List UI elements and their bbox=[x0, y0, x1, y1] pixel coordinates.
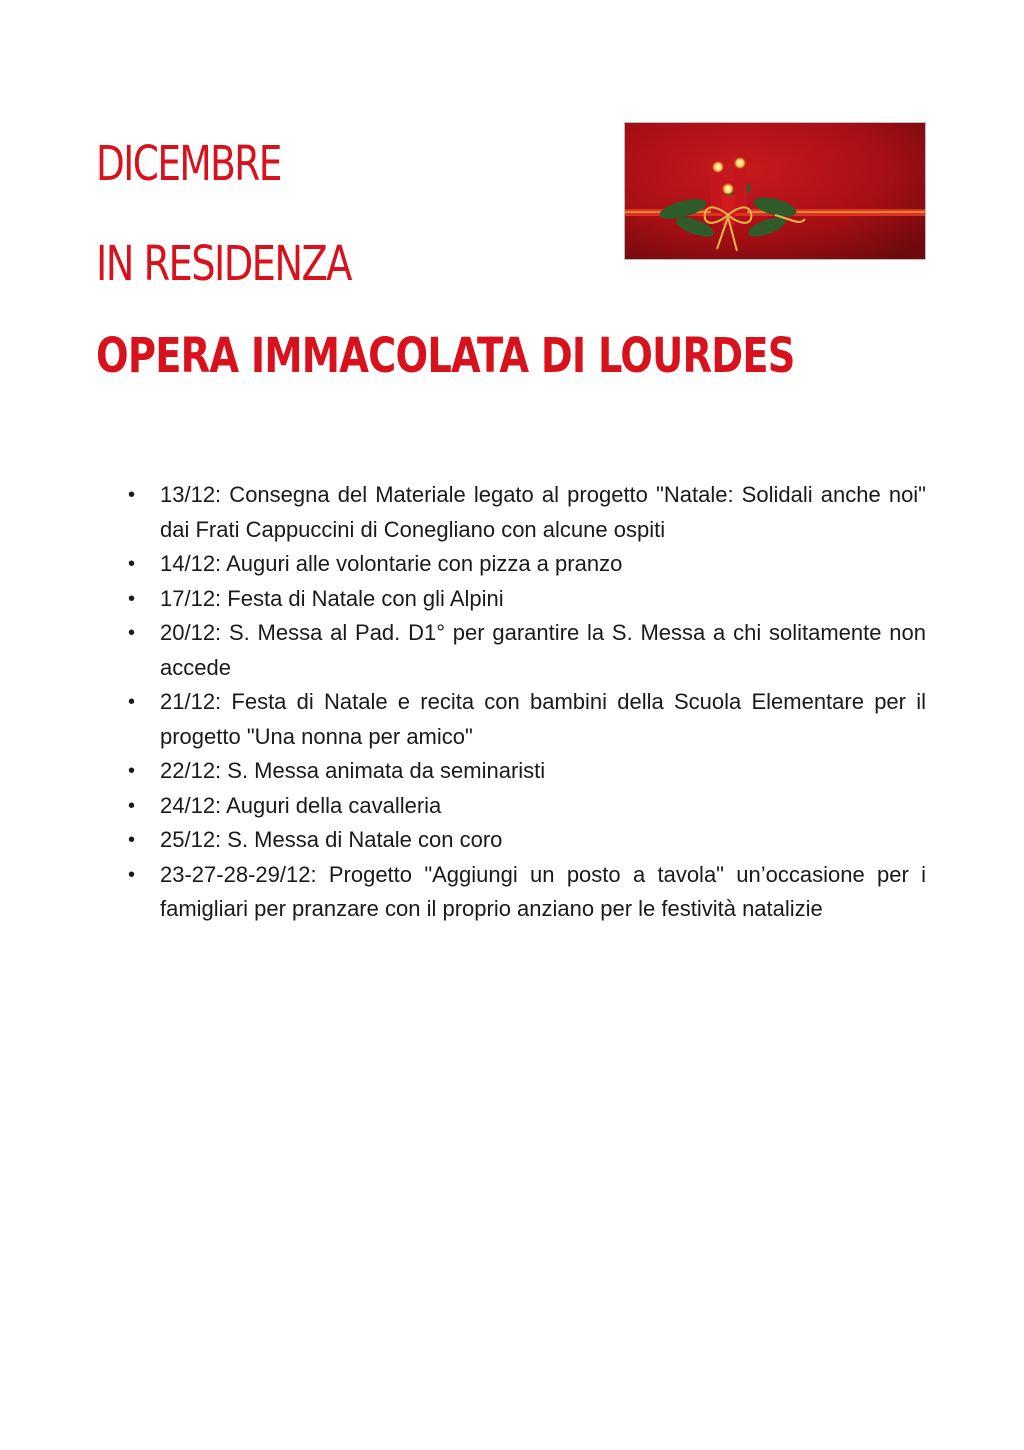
bullet-icon: • bbox=[128, 794, 136, 817]
bullet-icon: • bbox=[128, 587, 136, 610]
event-text: 20/12: S. Messa al Pad. D1° per garantire la S. Messa a chi solitamente non accede bbox=[160, 620, 926, 680]
event-item bbox=[128, 616, 926, 685]
christmas-banner-image bbox=[624, 122, 926, 260]
christmas-candles-icon bbox=[625, 123, 925, 259]
event-text: 24/12: Auguri della cavalleria bbox=[160, 792, 442, 818]
event-text: 21/12: Festa di Natale e recita con bambini della Scuola Elementare per il progetto "Una nonna per amico" bbox=[160, 689, 926, 749]
bullet-icon: • bbox=[128, 691, 136, 713]
event-text: 23-27-28-29/12: Progetto "Aggiungi un posto a tavola" un’occasione per i famigliari per pranzare con il proprio anziano per le festività natalizie bbox=[160, 861, 926, 921]
bullet-icon: • bbox=[128, 863, 136, 886]
bullet-icon: • bbox=[128, 553, 136, 575]
event-item bbox=[128, 547, 926, 582]
bullet-icon: • bbox=[128, 760, 136, 782]
event-item bbox=[128, 582, 926, 617]
event-text: 17/12: Festa di Natale con gli Alpini bbox=[160, 585, 504, 611]
title-institution: OPERA IMMACOLATA DI LOURDES bbox=[96, 328, 795, 384]
title-month: DICEMBRE bbox=[96, 136, 281, 192]
event-item bbox=[128, 478, 926, 547]
event-item bbox=[128, 754, 926, 789]
event-text: 14/12: Auguri alle volontarie con pizza a pranzo bbox=[160, 551, 623, 576]
event-item bbox=[128, 858, 926, 927]
event-item bbox=[128, 685, 926, 754]
bullet-icon: • bbox=[128, 484, 136, 506]
event-list bbox=[128, 478, 926, 927]
event-item bbox=[128, 823, 926, 858]
bullet-icon: • bbox=[128, 622, 136, 644]
event-item bbox=[128, 789, 926, 824]
title-residence: IN RESIDENZA bbox=[96, 236, 351, 292]
bullet-icon: • bbox=[128, 829, 136, 851]
event-text: 22/12: S. Messa animata da seminaristi bbox=[160, 758, 546, 783]
event-text: 25/12: S. Messa di Natale con coro bbox=[160, 827, 503, 852]
event-text: 13/12: Consegna del Materiale legato al progetto "Natale: Solidali anche noi" dai Frati Cappuccini di Conegliano con alcune ospiti bbox=[160, 482, 926, 542]
